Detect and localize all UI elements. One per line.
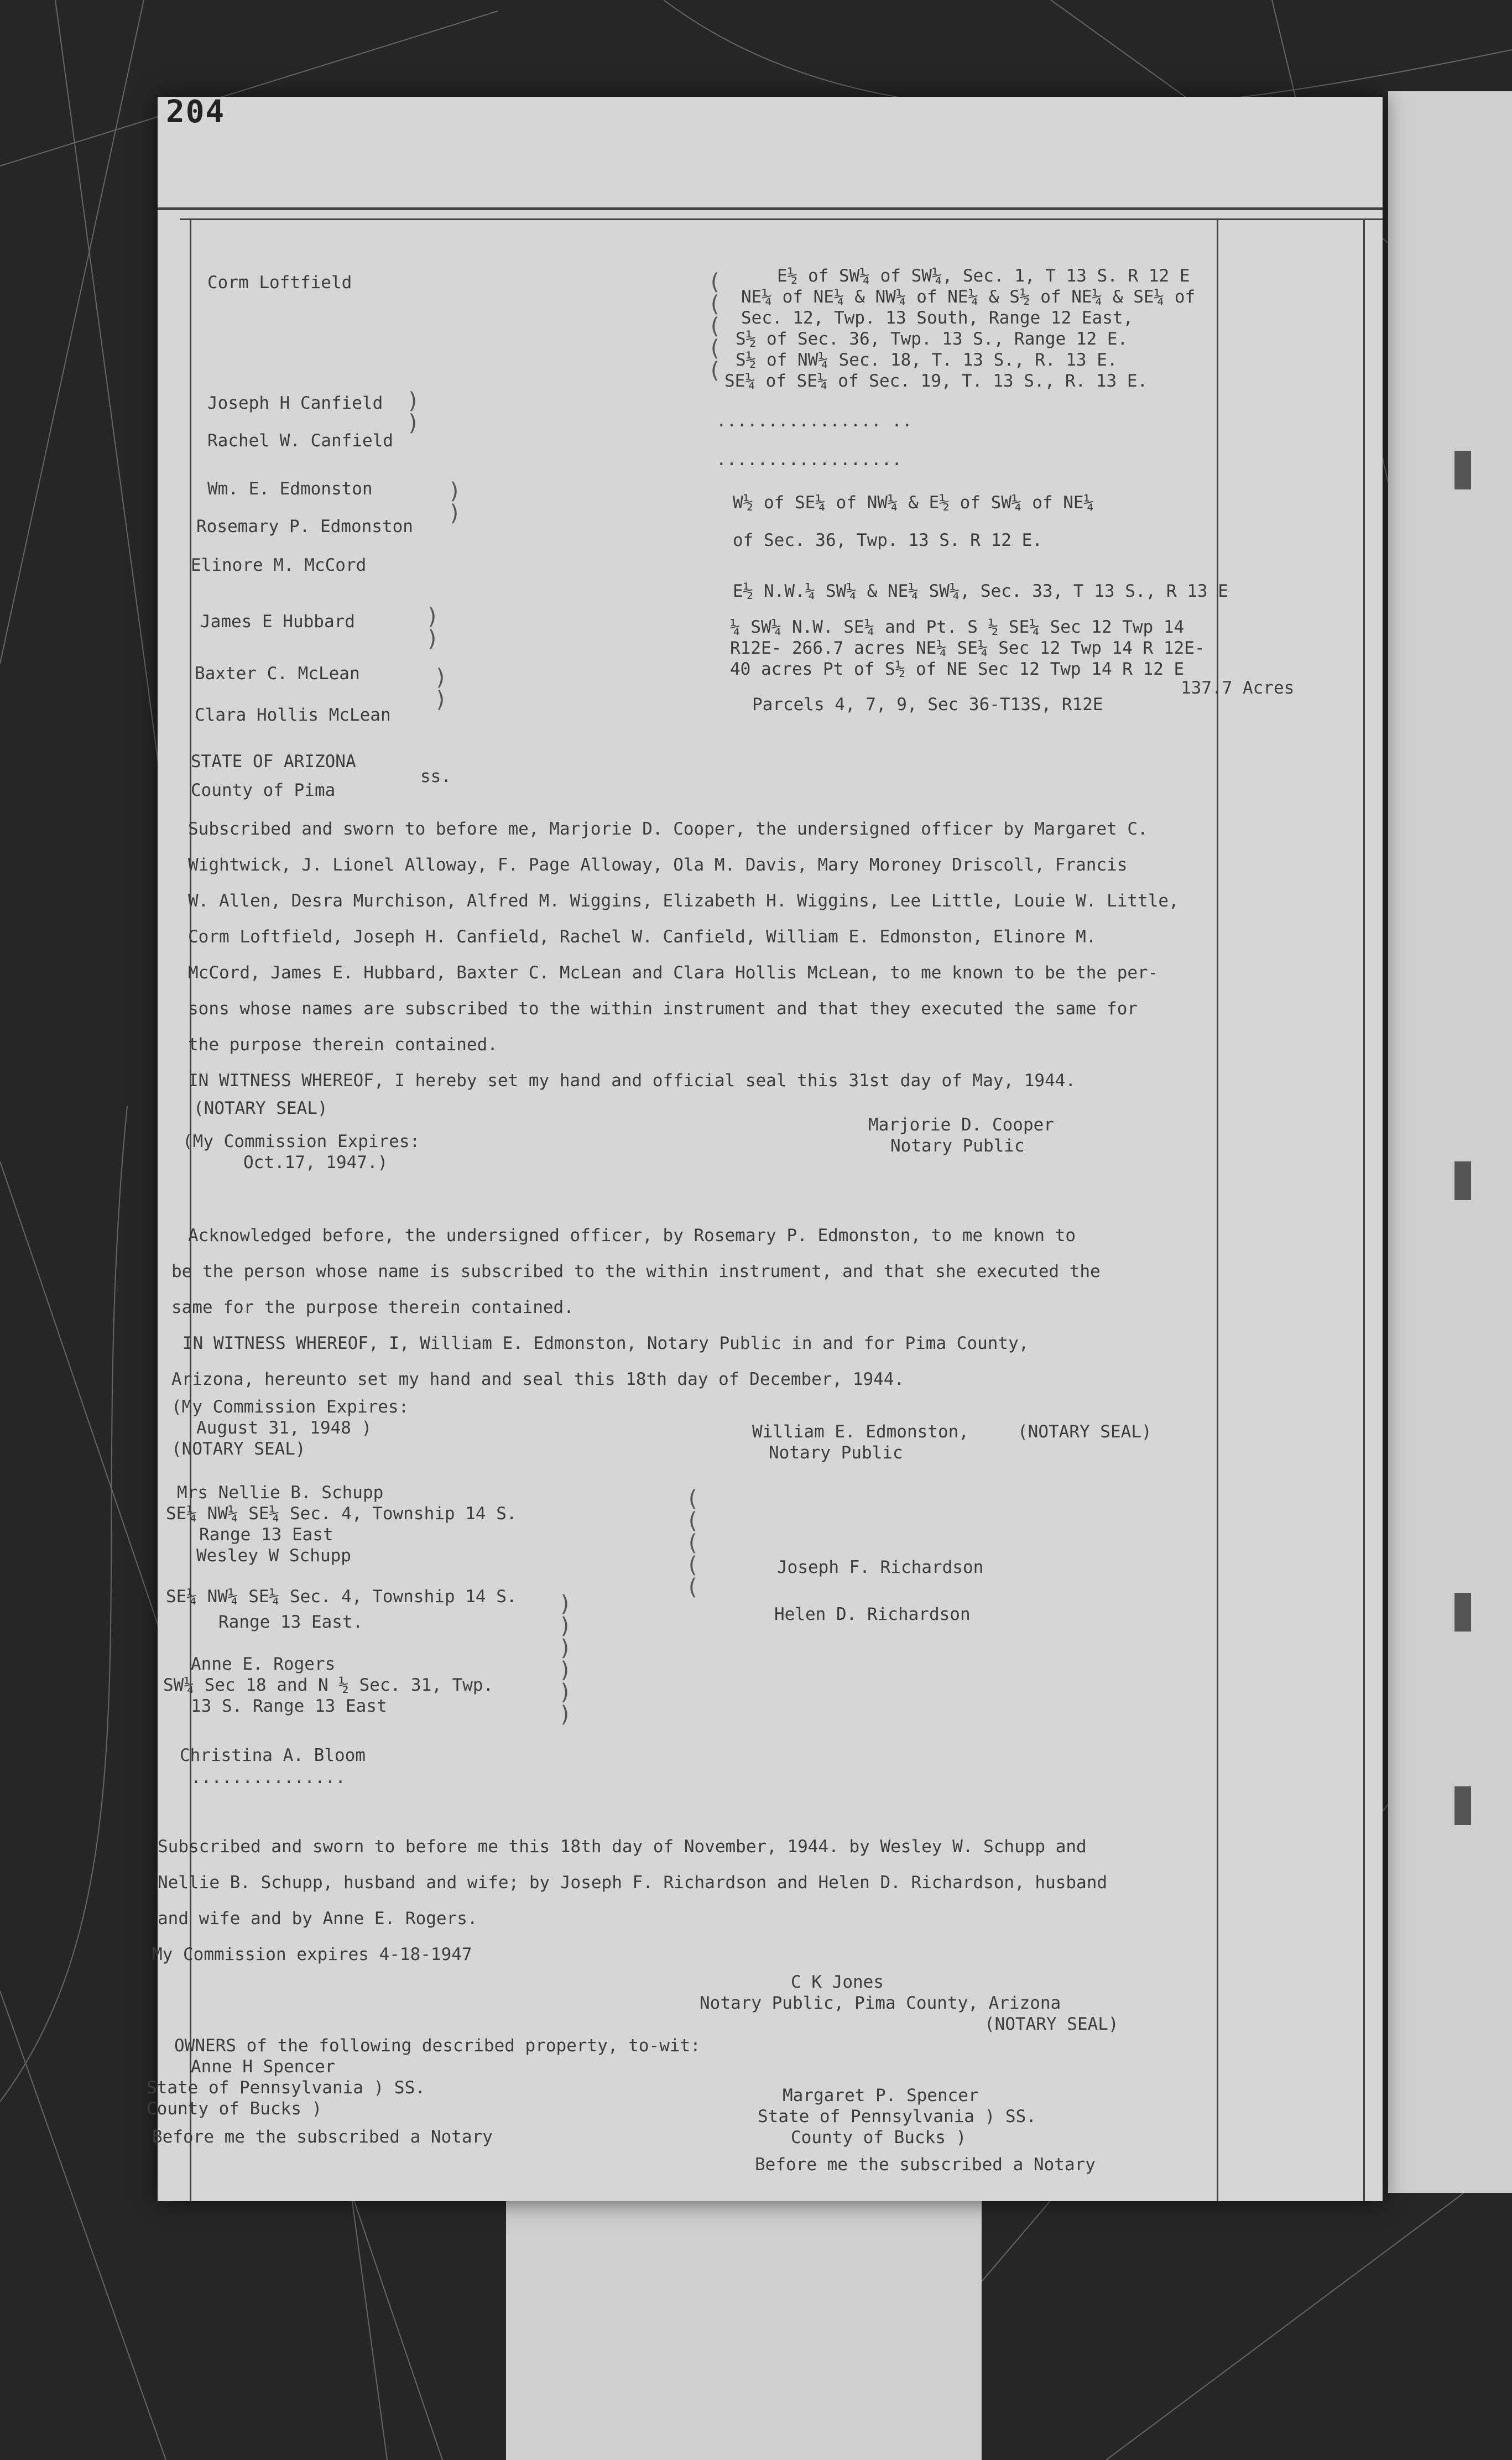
affidavit-line: Arizona, hereunto set my hand and seal this 18th day of December, 1944. <box>171 1369 905 1389</box>
parcel-line: 40 acres Pt of S½ of NE Sec 12 Twp 14 R 12 E <box>730 659 1185 679</box>
footer-line: Margaret P. Spencer <box>783 2086 979 2105</box>
notary-name: William E. Edmonston, <box>752 1422 969 1442</box>
parcel-line: NE¼ of NE¼ & NW¼ of NE¼ & S½ of NE¼ & SE¼ of <box>741 287 1196 307</box>
affidavit-line: IN WITNESS WHEREOF, I, William E. Edmonston, Notary Public in and for Pima County, <box>183 1333 1029 1353</box>
parcel-line: R12E- 266.7 acres NE¼ SE¼ Sec 12 Twp 14 R 12E- <box>730 638 1205 658</box>
affidavit-line: Subscribed and sworn to before me this 18th day of November, 1944. by Wesley W. Schupp and <box>158 1837 1087 1857</box>
page-tab <box>506 2179 982 2460</box>
owner-line: Christina A. Bloom <box>180 1745 366 1765</box>
notary-name: C K Jones <box>791 1972 884 1992</box>
parcel-line: S½ of Sec. 36, Twp. 13 S., Range 12 E. <box>736 329 1128 349</box>
venue-state: STATE OF ARIZONA <box>191 752 356 772</box>
owner-line: 13 S. Range 13 East <box>191 1696 387 1716</box>
owner-line: Joseph F. Richardson <box>777 1557 984 1577</box>
commission-expires: (My Commission Expires: <box>183 1132 420 1151</box>
affidavit-line: IN WITNESS WHEREOF, I hereby set my hand and official seal this 31st day of May, 1944. <box>188 1071 1076 1091</box>
venue-county: County of Pima <box>191 780 336 800</box>
brace: ) ) <box>406 388 420 436</box>
binder-mark <box>1454 1593 1471 1632</box>
right-edge-rule <box>1363 218 1365 2201</box>
owner-line: Mrs Nellie B. Schupp <box>177 1483 384 1503</box>
owner-name: Corm Loftfield <box>207 273 352 293</box>
notary-name: Marjorie D. Cooper <box>868 1115 1054 1135</box>
affidavit-line: Corm Loftfield, Joseph H. Canfield, Rachel W. Canfield, William E. Edmonston, Elinore M. <box>188 927 1097 947</box>
header-rule-2 <box>180 218 1383 220</box>
brace: ) ) <box>448 478 462 526</box>
footer-line: County of Bucks ) <box>791 2128 967 2148</box>
owner-line: Anne E. Rogers <box>191 1654 336 1674</box>
parcel-line: SE¼ of SE¼ of Sec. 19, T. 13 S., R. 13 E. <box>724 371 1148 391</box>
parcel-line: ................ .. <box>716 411 913 431</box>
owner-line: ............... <box>191 1768 346 1787</box>
owner-line: Helen D. Richardson <box>774 1604 971 1624</box>
brace: ) ) <box>426 604 440 652</box>
affidavit-line: Subscribed and sworn to before me, Marjorie D. Cooper, the undersigned officer by Margaret C. <box>188 819 1148 839</box>
left-margin-rule <box>190 218 191 2201</box>
owner-line: Wesley W Schupp <box>196 1546 351 1566</box>
affidavit-line: sons whose names are subscribed to the within instrument and that they executed the same for <box>188 999 1138 1019</box>
owner-line: SW¼ Sec 18 and N ½ Sec. 31, Twp. <box>163 1675 494 1695</box>
owners-heading: OWNERS of the following described property, to-wit: <box>174 2036 701 2056</box>
folio-number: 204 <box>166 94 226 130</box>
affidavit-line: same for the purpose therein contained. <box>171 1297 574 1317</box>
brace: ) ) ) ) ) ) <box>559 1591 572 1727</box>
notary-seal: (NOTARY SEAL) <box>984 2014 1119 2034</box>
parcel-line: of Sec. 36, Twp. 13 S. R 12 E. <box>733 530 1042 550</box>
parcel-line: E½ of SW¼ of SW¼, Sec. 1, T 13 S. R 12 E <box>777 266 1190 286</box>
owner-line: SE¼ NW¼ SE¼ Sec. 4, Township 14 S. <box>166 1587 517 1607</box>
parcel-line: E½ N.W.¼ SW¼ & NE¼ SW¼, Sec. 33, T 13 S., R 13 E <box>733 581 1228 601</box>
affidavit-line: W. Allen, Desra Murchison, Alfred M. Wiggins, Elizabeth H. Wiggins, Lee Little, Louie W. Little, <box>188 891 1179 911</box>
parcel-line: Sec. 12, Twp. 13 South, Range 12 East, <box>741 308 1134 328</box>
venue-ss: ss. <box>420 767 451 786</box>
owner-name: Baxter C. McLean <box>195 664 360 684</box>
parcel-line: ¼ SW¼ N.W. SE¼ and Pt. S ½ SE¼ Sec 12 Twp 14 <box>730 617 1185 637</box>
footer-line: State of Pennsylvania ) SS. <box>758 2107 1036 2127</box>
owner-name: Joseph H Canfield <box>207 393 383 413</box>
affidavit-line: My Commission expires 4-18-1947 <box>152 1945 472 1964</box>
right-margin-rule <box>1217 218 1218 2201</box>
commission-date: Oct.17, 1947.) <box>243 1153 388 1172</box>
affidavit-line: Acknowledged before, the undersigned officer, by Rosemary P. Edmonston, to me known to <box>188 1226 1076 1245</box>
footer-line: Before me the subscribed a Notary <box>755 2155 1096 2175</box>
affidavit-line: the purpose therein contained. <box>188 1035 498 1055</box>
binder-mark <box>1454 451 1471 489</box>
header-rule <box>158 207 1383 210</box>
owner-line: SE¼ NW¼ SE¼ Sec. 4, Township 14 S. <box>166 1504 517 1524</box>
brace: ) ) <box>434 665 448 712</box>
notary-title: Notary Public <box>769 1443 903 1463</box>
notary-seal: (NOTARY SEAL) <box>1018 1422 1152 1442</box>
affidavit-line: Wightwick, J. Lionel Alloway, F. Page Alloway, Ola M. Davis, Mary Moroney Driscoll, Francis <box>188 855 1128 875</box>
affidavit-line: be the person whose name is subscribed to the within instrument, and that she executed the <box>171 1262 1101 1281</box>
owner-line: Range 13 East <box>199 1525 333 1545</box>
footer-line: Before me the subscribed a Notary <box>152 2127 493 2147</box>
affidavit-line: Nellie B. Schupp, husband and wife; by Joseph F. Richardson and Helen D. Richardson, husband <box>158 1873 1108 1893</box>
footer-line: County of Bucks ) <box>147 2099 322 2119</box>
owner-line: Range 13 East. <box>218 1612 363 1632</box>
owner-name: Wm. E. Edmonston <box>207 479 373 499</box>
owner-name: James E Hubbard <box>200 612 355 632</box>
binder-mark <box>1454 1161 1471 1200</box>
parcel-line: S½ of NW¼ Sec. 18, T. 13 S., R. 13 E. <box>736 350 1118 370</box>
commission-date: August 31, 1948 ) <box>196 1418 372 1438</box>
parcel-line: 137.7 Acres <box>1181 678 1295 698</box>
owner-name: Clara Hollis McLean <box>195 705 391 725</box>
notary-title: Notary Public <box>890 1136 1025 1156</box>
footer-line: Anne H Spencer <box>191 2057 336 2077</box>
notary-seal: (NOTARY SEAL) <box>171 1439 306 1459</box>
binder-mark <box>1454 1786 1471 1825</box>
owner-name: Rosemary P. Edmonston <box>196 517 413 536</box>
parcel-line: Parcels 4, 7, 9, Sec 36-T13S, R12E <box>752 695 1103 715</box>
adjacent-page <box>1388 91 1512 2193</box>
brace: ( ( ( ( ( <box>708 269 722 383</box>
parcel-line: W½ of SE¼ of NW¼ & E½ of SW¼ of NE¼ <box>733 493 1094 513</box>
affidavit-line: and wife and by Anne E. Rogers. <box>158 1909 478 1929</box>
parcel-line: .................. <box>716 450 902 470</box>
owner-name: Rachel W. Canfield <box>207 431 393 451</box>
owner-name: Elinore M. McCord <box>191 555 367 575</box>
notary-title: Notary Public, Pima County, Arizona <box>700 1993 1061 2013</box>
notary-seal: (NOTARY SEAL) <box>194 1098 328 1118</box>
commission-expires: (My Commission Expires: <box>171 1397 409 1417</box>
affidavit-line: McCord, James E. Hubbard, Baxter C. McLean and Clara Hollis McLean, to me known to be the per- <box>188 963 1159 983</box>
footer-line: State of Pennsylvania ) SS. <box>147 2078 425 2098</box>
brace: ( ( ( ( ( <box>686 1486 700 1600</box>
